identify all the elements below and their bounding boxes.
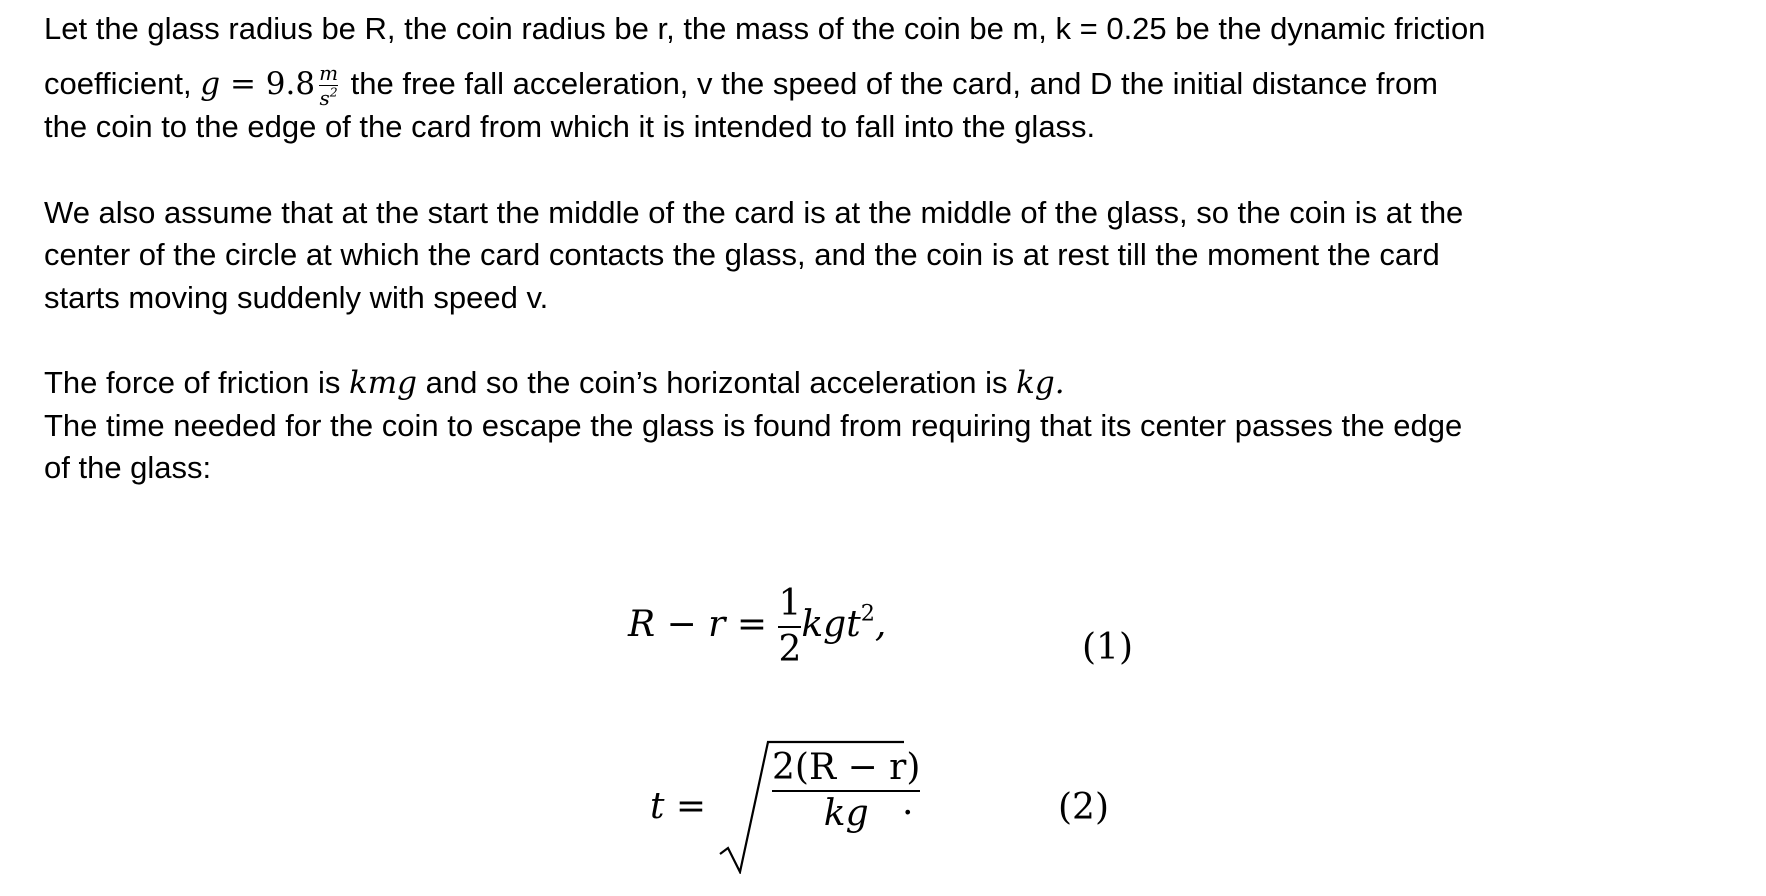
equation-1-exponent: 2 [860,600,875,627]
units-denominator-base: s [319,86,330,111]
math-kmg: kmg [348,365,417,401]
fraction-denominator [772,793,920,834]
fraction-bar [778,626,801,628]
text-run: the free fall acceleration, v the speed of the card, and D the initial distance from [342,66,1439,101]
paragraph-2-line-2: center of the circle at which the card contacts the glass, and the coin is at rest till the moment the card [44,237,1440,272]
paragraph-2-line-1: We also assume that at the start the middle of the card is at the middle of the glass, so the coin is at the [44,195,1464,230]
equation-2-lhs: t [650,786,665,827]
math-period: . [1054,365,1065,401]
paragraph-3-line-3: of the glass: [44,450,212,485]
equation-2-lhs-group [650,786,706,827]
units-exponent: 2 [329,84,338,100]
equation-1-fraction [778,583,802,670]
paragraph-1-line-3: the coin to the edge of the card from which it is intended to fall into the glass. [44,109,1096,144]
equals-sign: = [736,604,767,645]
math-kg: kg [1016,365,1055,401]
equation-1-number: (1) [1082,627,1133,668]
equation-2-period: . [902,782,914,823]
equation-1-rhs: kgt [801,604,861,645]
text-run: The force of friction is [44,365,349,400]
fraction-denominator-text: kg [823,793,869,834]
equation-2-fraction [772,747,921,834]
equation-1 [628,583,887,670]
math-eq-value: = 9.8 [220,66,316,102]
text-run: coefficient, [44,66,201,101]
equation-1-comma: , [874,604,887,645]
paragraph-2-line-3: starts moving suddenly with speed v. [44,280,549,315]
equals-sign: = [675,786,707,827]
fraction-numerator: 1 [778,583,802,624]
equation-1-lhs: R − r [628,604,726,645]
paragraph-1-line-1: Let the glass radius be R, the coin radius be r, the mass of the coin be m, k = 0.25 be the dynamic friction [44,11,1486,46]
text-run: and so the coin’s horizontal acceleration is [416,365,1017,400]
fraction-denominator: 2 [778,629,802,670]
paragraph-3-line-2: The time needed for the coin to escape the glass is found from requiring that its center passes the edge [44,408,1463,443]
equation-2-number: (2) [1058,787,1109,828]
fraction-bar [772,790,920,792]
units-numerator: m [319,61,339,86]
math-g: g [200,66,221,102]
fraction-numerator: 2(R − r) [772,747,921,788]
